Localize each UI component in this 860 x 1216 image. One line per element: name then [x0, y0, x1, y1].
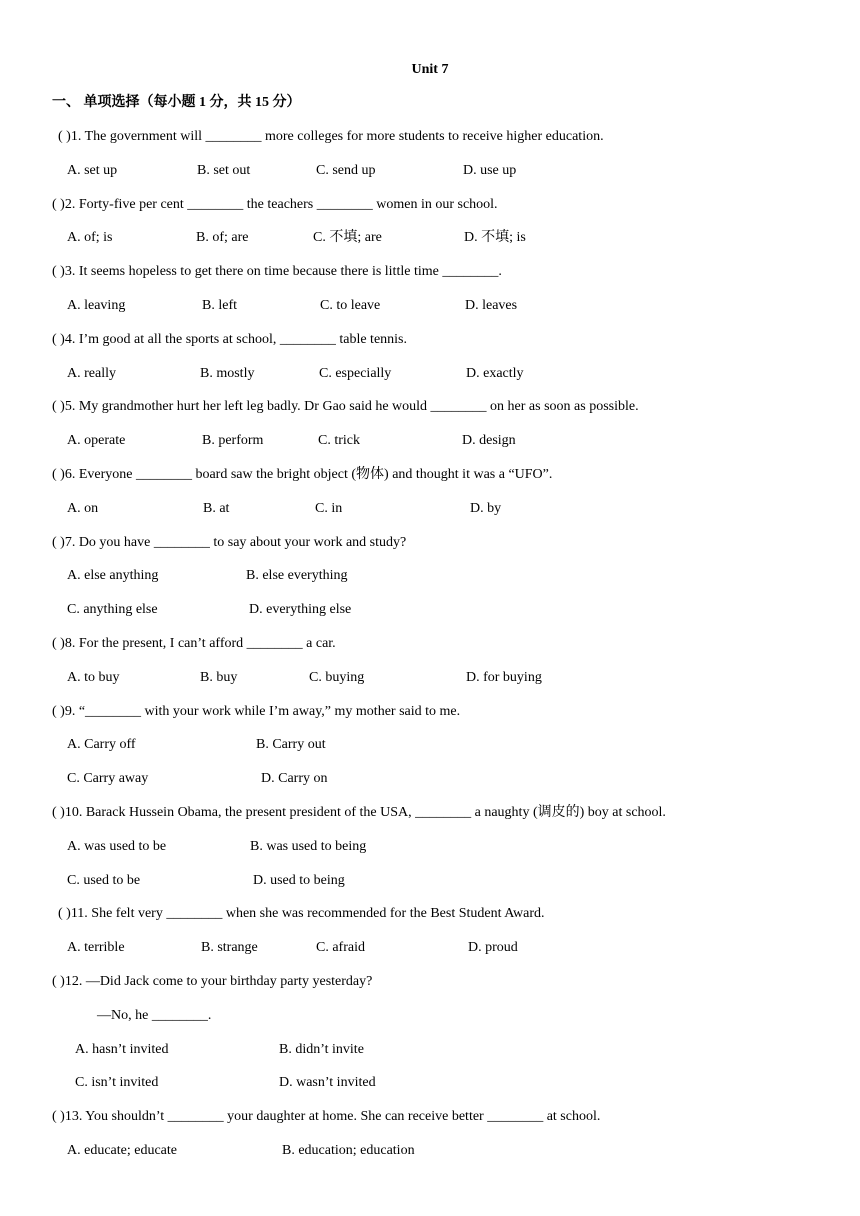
question-stem: ( )1. The government will ________ more colleges for more students to receive higher education. [58, 129, 604, 144]
page-title: Unit 7 [411, 62, 449, 77]
option-a: A. of; is [67, 230, 113, 245]
option-d: D. Carry on [261, 771, 328, 786]
question-stem: ( )10. Barack Hussein Obama, the present president of the USA, ________ a naughty (调皮的) boy at school. [52, 805, 666, 820]
option-b: B. left [202, 298, 237, 313]
section-heading: 一、 单项选择（每小题 1 分，共 15 分） [52, 95, 301, 110]
option-d: D. 不填; is [464, 230, 526, 245]
question-stem: ( )13. You shouldn’t ________ your daughter at home. She can receive better ________ at school. [52, 1109, 601, 1124]
option-a: A. was used to be [67, 839, 167, 854]
question-stem: ( )8. For the present, I can’t afford ________ a car. [52, 636, 336, 651]
option-d: D. by [470, 501, 502, 516]
question-stem: ( )3. It seems hopeless to get there on time because there is little time ________. [52, 264, 502, 279]
option-a: A. terrible [67, 940, 125, 955]
option-b: B. else everything [246, 568, 348, 583]
question-stem: ( )7. Do you have ________ to say about your work and study? [52, 535, 407, 550]
option-b: B. of; are [196, 230, 249, 245]
option-a: A. educate; educate [67, 1143, 177, 1158]
option-a: A. to buy [67, 670, 120, 685]
option-c: C. trick [318, 433, 360, 448]
option-b: B. perform [202, 433, 264, 448]
option-a: A. operate [67, 433, 126, 448]
option-b: B. at [203, 501, 230, 516]
option-b: B. set out [197, 163, 251, 178]
option-d: D. for buying [466, 670, 542, 685]
option-a: A. set up [67, 163, 118, 178]
option-c: C. Carry away [67, 771, 149, 786]
question-stem: ( )11. She felt very ________ when she was recommended for the Best Student Award. [58, 906, 545, 921]
question-stem: ( )2. Forty-five per cent ________ the teachers ________ women in our school. [52, 197, 498, 212]
option-c: C. send up [316, 163, 376, 178]
option-a: A. hasn’t invited [75, 1042, 169, 1057]
option-c: C. used to be [67, 873, 141, 888]
option-d: D. use up [463, 163, 517, 178]
option-d: D. exactly [466, 366, 524, 381]
option-b: B. was used to being [250, 839, 367, 854]
question-stem-reply: —No, he ________. [97, 1008, 212, 1023]
option-c: C. afraid [316, 940, 365, 955]
option-c: C. in [315, 501, 343, 516]
question-stem: ( )5. My grandmother hurt her left leg badly. Dr Gao said he would ________ on her as soon as possible. [52, 399, 639, 414]
question-stem: ( )4. I’m good at all the sports at school, ________ table tennis. [52, 332, 407, 347]
option-b: B. education; education [282, 1143, 415, 1158]
option-d: D. wasn’t invited [279, 1075, 376, 1090]
question-stem: ( )9. “________ with your work while I’m away,” my mother said to me. [52, 704, 461, 719]
option-d: D. everything else [249, 602, 352, 617]
option-c: C. to leave [320, 298, 381, 313]
option-b: B. buy [200, 670, 238, 685]
question-stem: ( )6. Everyone ________ board saw the bright object (物体) and thought it was a “UFO”. [52, 467, 553, 482]
option-c: C. buying [309, 670, 365, 685]
option-d: D. used to being [253, 873, 345, 888]
option-d: D. design [462, 433, 516, 448]
option-c: C. isn’t invited [75, 1075, 159, 1090]
option-c: C. especially [319, 366, 392, 381]
option-c: C. anything else [67, 602, 158, 617]
option-b: B. strange [201, 940, 258, 955]
option-b: B. didn’t invite [279, 1042, 364, 1057]
option-d: D. proud [468, 940, 518, 955]
option-a: A. leaving [67, 298, 126, 313]
option-a: A. on [67, 501, 99, 516]
option-d: D. leaves [465, 298, 518, 313]
option-a: A. really [67, 366, 116, 381]
option-b: B. mostly [200, 366, 255, 381]
option-b: B. Carry out [256, 737, 326, 752]
option-a: A. else anything [67, 568, 159, 583]
option-a: A. Carry off [67, 737, 136, 752]
option-c: C. 不填; are [313, 230, 382, 245]
question-stem: ( )12. —Did Jack come to your birthday party yesterday? [52, 974, 373, 989]
